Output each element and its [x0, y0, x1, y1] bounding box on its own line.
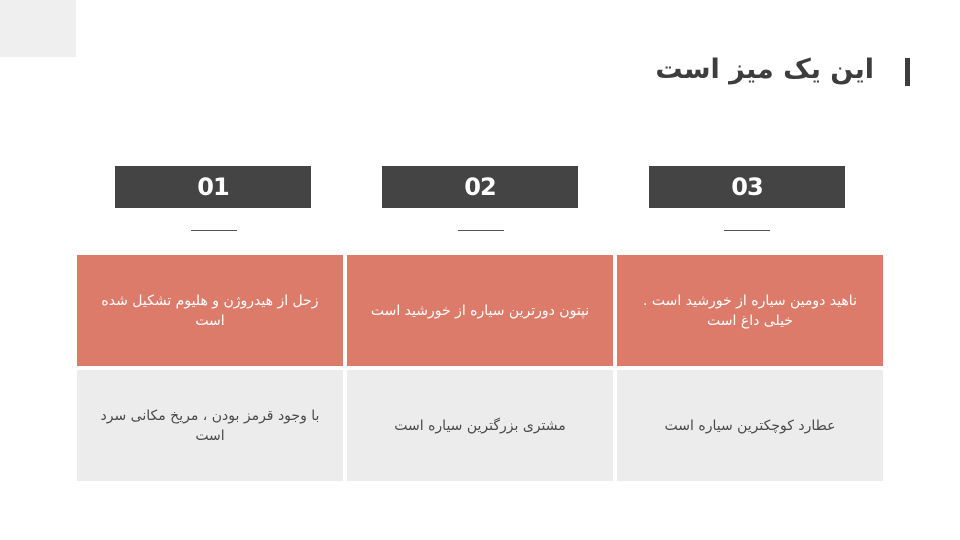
table-cell-top: ناهید دومین سیاره از خورشید است . خیلی داغ است — [617, 255, 883, 366]
divider-line — [458, 230, 504, 231]
table-cell-bottom: مشتری بزرگترین سیاره است — [347, 370, 613, 481]
table-cell-top: زحل از هیدروژن و هلیوم تشکیل شده است — [77, 255, 343, 366]
table-cell-top: نپتون دورترین سیاره از خورشید است — [347, 255, 613, 366]
divider-line — [724, 230, 770, 231]
page-title: این یک میز است — [655, 54, 874, 85]
table-cell-bottom: با وجود قرمز بودن ، مریخ مکانی سرد است — [77, 370, 343, 481]
title-accent-bar — [905, 58, 910, 86]
table-cell-bottom: عطارد کوچکترین سیاره است — [617, 370, 883, 481]
column-number-02: 02 — [382, 166, 578, 208]
divider-line — [191, 230, 237, 231]
corner-decoration — [0, 0, 76, 57]
column-number-03: 03 — [649, 166, 845, 208]
column-number-01: 01 — [115, 166, 311, 208]
